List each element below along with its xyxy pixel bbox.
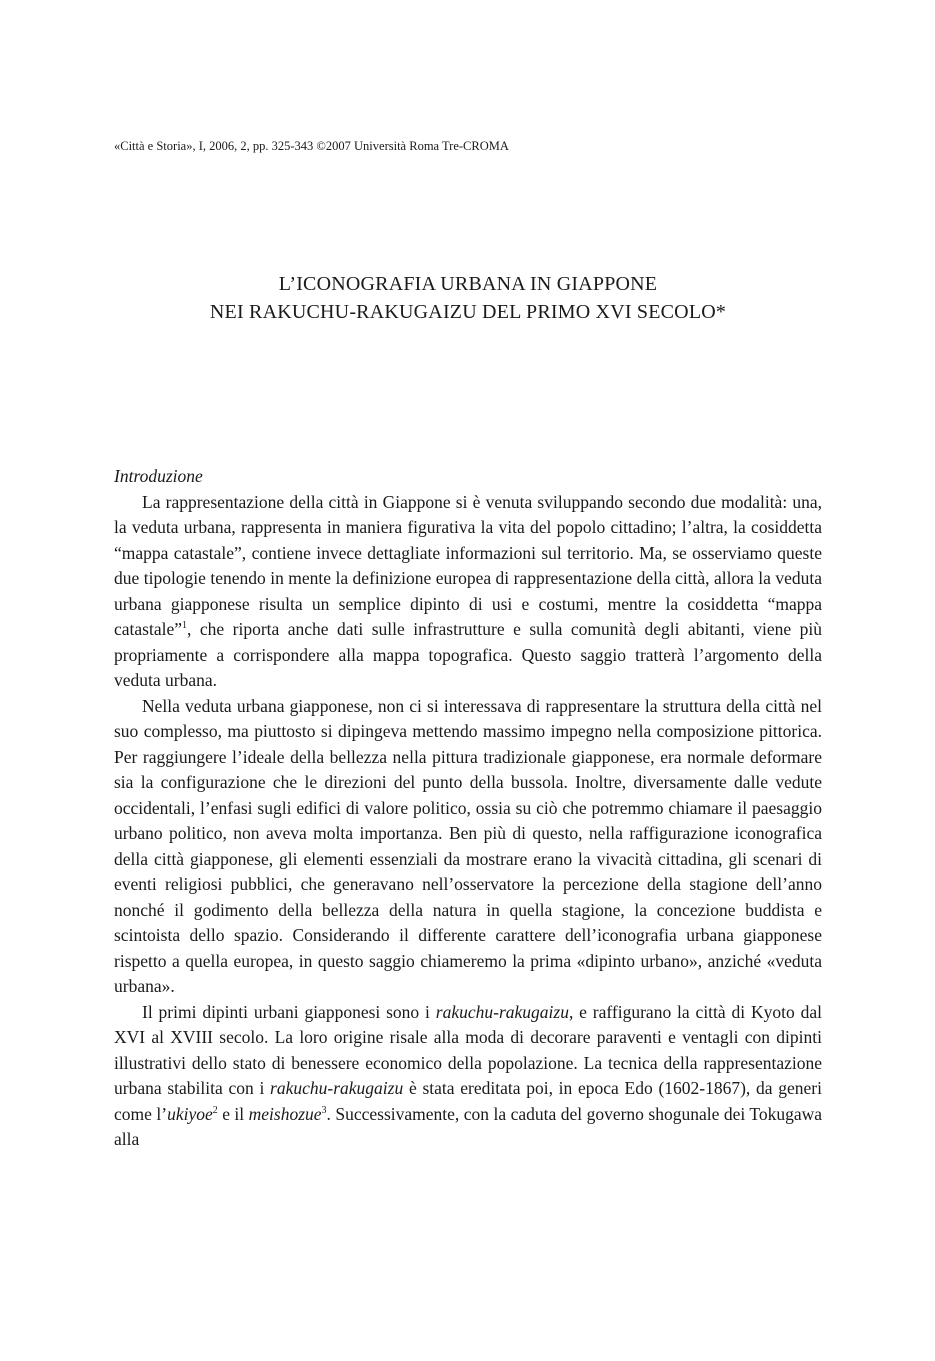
title-line-2: NEI RAKUCHU-RAKUGAIZU DEL PRIMO XVI SECOLO* — [209, 301, 727, 323]
footnote-ref-1: 1 — [182, 620, 188, 632]
paragraph-3-text-c: è stata ereditata poi, in epoca Edo (1602-1867), da generi come l’ — [114, 1078, 822, 1124]
footnote-ref-3: 3 — [321, 1104, 327, 1116]
paragraph-3-text-b: , e raffigurano la città di Kyoto dal XVI al XVIII secolo. La loro origine risale alla moda di decorare paraventi e ventagli con dipinti illustrativi dello stato di benessere economico della popolazione. La tecnica della rappresentazione urbana stabilita con i — [114, 1001, 822, 1098]
term-meishozue: meishozue — [248, 1103, 322, 1124]
paragraph-1-text-a: La rappresentazione della città in Giappone si è venuta sviluppando secondo due modalità: una, la veduta urbana, rappresenta in maniera figurativa la vita del popolo cittadino; l’altra, la cosiddetta “mappa catastale”, contiene invece dettagliate informazioni sul territorio. Ma, se osserviamo queste due tipologie tenendo in mente la definizione europea di rappresentazione della città, allora la veduta urbana giapponese risulta un semplice dipinto di usi e costumi, mentre la cosiddetta “mappa catastale” — [114, 491, 822, 639]
article-body — [114, 464, 822, 1153]
section-heading: Introduzione — [114, 466, 203, 486]
paragraph-3-text-a: Il primi dipinti urbani giapponesi sono i — [142, 1001, 436, 1022]
article-title — [114, 270, 822, 326]
paragraph-2: Nella veduta urbana giapponese, non ci si interessava di rappresentare la struttura della città nel suo complesso, ma piuttosto si dipingeva mettendo massimo impegno nella composizione pittorica. Per raggiungere l’ideale della bellezza nella pittura tradizionale giapponese, era normale deformare sia la configurazione che le direzioni del punto della bussola. Inoltre, diversamente dalle vedute occidentali, l’enfasi sugli edifici di valore politico, ossia su ciò che potremmo chiamare il paesaggio urbano politico, non aveva molta importanza. Ben più di questo, nella raffigurazione iconografica della città giapponese, gli elementi essenziali da mostrare erano la vivacità cittadina, gli scenari di eventi religiosi pubblici, che generavano nell’osservatore la percezione della stagione dell’anno nonché il godimento della bellezza della natura in quella stagione, la concezione buddista e scintoista dello spazio. Considerando il differente carattere dell’iconografia urbana giapponese rispetto a quella europea, in questo saggio chiameremo la prima «dipinto urbano», anziché «veduta urbana». — [114, 695, 822, 996]
paragraph-1 — [114, 490, 822, 694]
paragraph-3-text-d: e il — [217, 1103, 249, 1124]
term-ukiyoe: ukiyoe — [167, 1103, 213, 1124]
paragraph-1-text-b: , che riporta anche dati sulle infrastrutture e sulla comunità degli abitanti, viene più propriamente a corrispondere alla mappa topografica. Questo saggio tratterà l’argomento della veduta urbana. — [114, 619, 822, 690]
term-rakuchu-rakugaizu-2: rakuchu-rakugaizu — [270, 1078, 404, 1098]
title-line-1: L’ICONOGRAFIA URBANA IN GIAPPONE — [278, 273, 658, 295]
journal-citation: «Città e Storia», I, 2006, 2, pp. 325-343 ©2007 Università Roma Tre-CROMA — [114, 139, 509, 153]
term-rakuchu-rakugaizu: rakuchu-rakugaizu — [435, 1001, 569, 1022]
paragraph-3-text-e: . Successivamente, con la caduta del governo shogunale dei Tokugawa alla — [114, 1103, 822, 1149]
paragraph-3 — [114, 1000, 822, 1153]
footnote-ref-2: 2 — [212, 1104, 218, 1116]
